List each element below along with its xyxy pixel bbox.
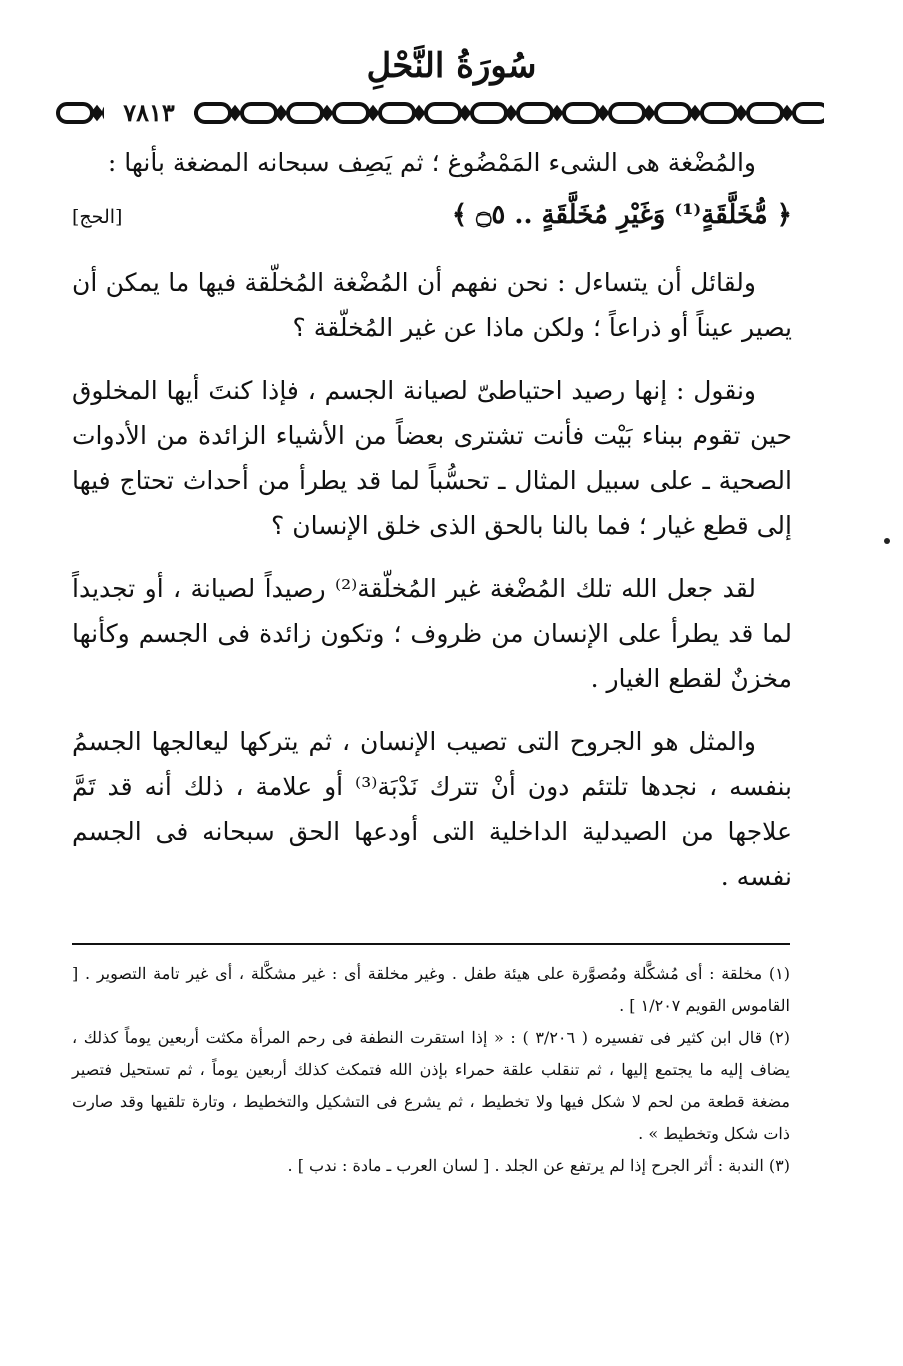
chain-diamond [783,108,791,118]
chain-link [58,104,92,122]
chain-diamond [461,108,469,118]
chain-diamond [737,108,745,118]
chain-diamond [691,108,699,118]
chain-diamond [645,108,653,118]
chain-diamond [323,108,331,118]
chain-link [334,104,368,122]
chain-link [564,104,598,122]
chain-link [380,104,414,122]
chain-link [196,104,230,122]
chain-link [472,104,506,122]
verse-reference: [الحج] [72,206,123,228]
chain-link [518,104,552,122]
footnote: (٣) الندبة : أثر الجرح إذا لم يرتفع عن الجلد . [ لسان العرب ـ مادة : ندب ] . [287,1156,790,1175]
main-text [72,140,792,899]
chain-diamond [277,108,285,118]
footnotes [72,958,790,1182]
chain-link [794,104,824,122]
chain-diamond [415,108,423,118]
chain-diamond [231,108,239,118]
paragraph: لقد جعل الله تلك المُضْغة غير المُخلّقة⁽²⁾ رصيداً لصيانة ، أو تجديداً لما قد يطرأ على الإنسان من ظروف ؛ وتكون زائدة فى الجسم وكأنها مخزنٌ لقطع الغيار . [72,574,792,693]
chain-diamond [553,108,561,118]
chain-link [242,104,276,122]
quran-verse: ﴿ مُّخَلَّقَةٍ⁽¹⁾ وَغَيْرِ مُخَلَّقَةٍ .. ۝٥ ﴾ [451,200,792,230]
chain-diamond [369,108,377,118]
chain-link [288,104,322,122]
paragraph: ونقول : إنها رصيد احتياطىّ لصيانة الجسم ، فإذا كنتَ أيها المخلوق حين تقوم ببناء بَيْت فأنت تشترى بعضاً من الأشياء الزائدة من الأدوات الصحية ـ على سبيل المثال ـ تحسُّباً لما قد يطرأ من أحداث تحتاج فيها إلى قطع غيار ؛ فما بالنا بالحق الذى خلق الإنسان ؟ [72,376,792,540]
paragraph: والمُضْغة هى الشىء المَمْضُوغ ؛ ثم يَصِف سبحانه المضغة بأنها : [107,148,756,177]
chain-link [748,104,782,122]
paragraph: ولقائل أن يتساءل : نحن نفهم أن المُضْغة المُخلّقة فيها ما يمكن أن يصير عيناً أو ذراعاً ؛ ولكن ماذا عن غير المُخلّقة ؟ [72,268,792,342]
footnote-divider [72,943,790,945]
chain-diamond [93,108,101,118]
footnote: (٢) قال ابن كثير فى تفسيره ( ٣/٢٠٦ ) : « إذا استقرت النطفة فى رحم المرأة مكثت أربعين يوماً كذلك ، يضاف إليه ما يجتمع إليها ، ثم تنقلب علقة حمراء بإذن الله فتمكث كذلك أربعين يوماً ، ثم تستحيل فتصير مضغة قطعة من لحم لا شكل فيها ولا تخطيط ، ثم يشرع فى التشكيل والتخطيط ، وتارة تلقيها وقد صارت ذات شكل وتخطيط » . [72,1028,790,1143]
quran-verse-row [72,193,792,240]
paragraph: والمثل هو الجروح التى تصيب الإنسان ، ثم يتركها ليعالجها الجسمُ بنفسه ، نجدها تلتئم دون أنْ تترك نَدْبَة⁽³⁾ أو علامة ، ذلك أنه قد تَمَّ علاجها من الصيدلية الداخلية التى أودعها الحق سبحانه فى الجسم نفسه . [72,727,793,891]
chain-link [426,104,460,122]
surah-title: سُورَةُ النَّحْلِ [366,46,537,86]
page-number: ٧٨١٣ [104,99,194,127]
footnote: (١) مخلقة : أى مُشكَّلة ومُصوَّرة على هيئة طفل . وغير مخلقة أى : غير مشكَّلة ، أى غير تامة التصوير . [ القاموس القويم ١/٢٠٧ ] . [72,964,790,1015]
chain-diamond [599,108,607,118]
scan-speck [884,538,890,544]
chain-link [656,104,690,122]
chain-link [702,104,736,122]
chain-link [610,104,644,122]
chain-diamond [507,108,515,118]
